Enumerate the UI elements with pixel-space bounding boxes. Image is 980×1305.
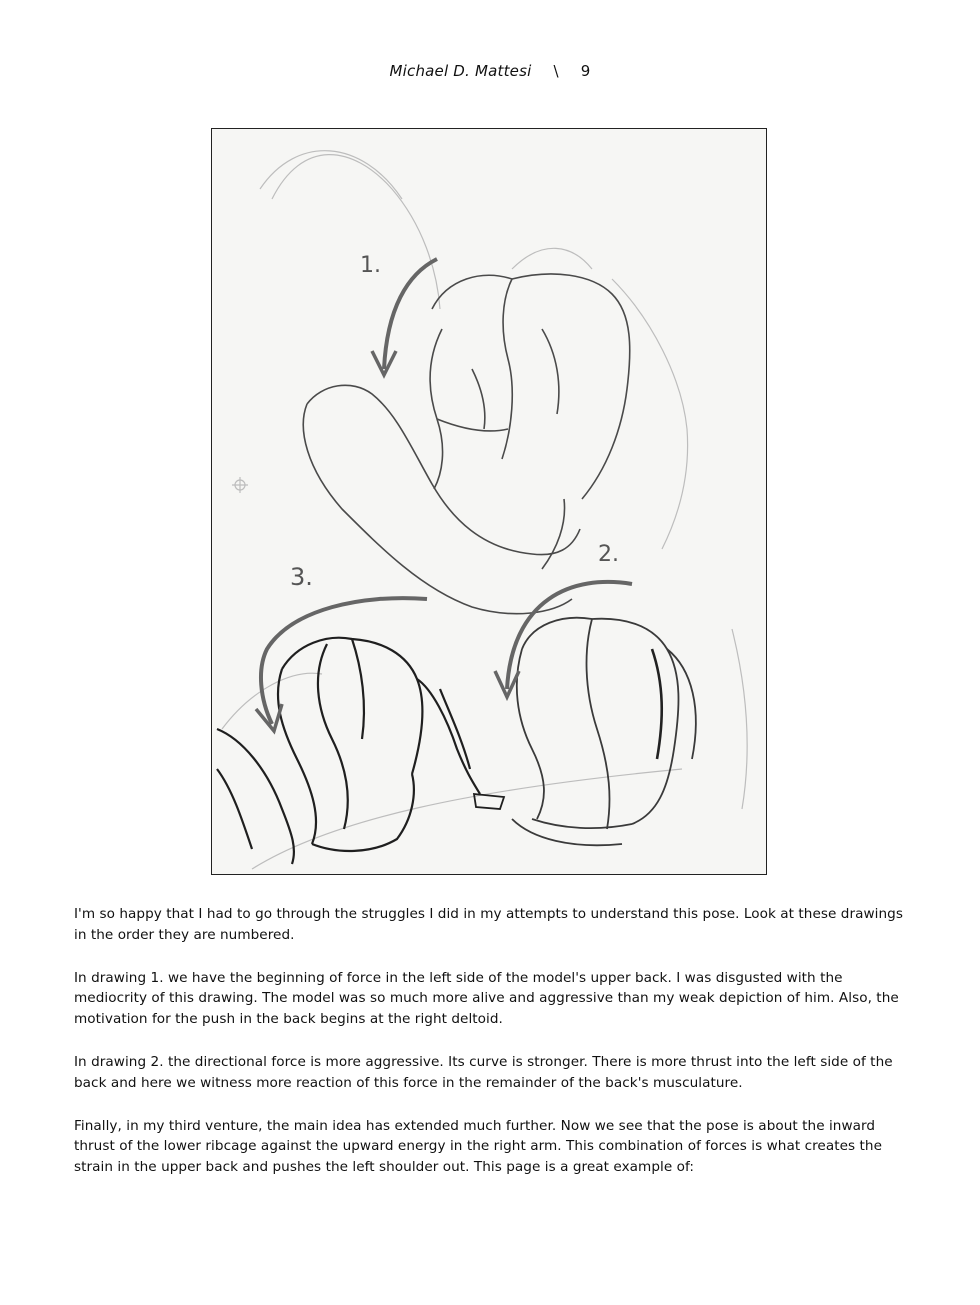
paragraph-3: In drawing 2. the directional force is more aggressive. Its curve is stronger. There is more thrust into the left side of the back and here we witness more reaction of this force in the remainder of the back's musculature.: [74, 1053, 893, 1091]
paragraph-1: I'm so happy that I had to go through the struggles I did in my attempts to understand this pose. Look at these drawings in the order they are numbered.: [74, 906, 903, 943]
drawing-label-1: 1.: [360, 253, 381, 278]
paragraph-4: Finally, in my third venture, the main idea has extended much further. Now we see that the pose is about the inward thrust of the lower ribcage against the upward energy in the right arm. This combination of forces is what creates the strain in the upper back and pushes the left shoulder out. This page is a great example of:: [74, 1117, 882, 1176]
force-arrow-1: [372, 259, 437, 375]
header-separator: \: [553, 62, 559, 80]
force-arrow-2: [495, 582, 632, 697]
page-number: 9: [580, 62, 591, 80]
faint-guide-strokes: [222, 151, 747, 869]
author-name: Michael D. Mattesi: [389, 62, 532, 80]
drawing-1-strokes: [303, 274, 629, 614]
page-header: [0, 62, 980, 80]
paragraph-2: In drawing 1. we have the beginning of force in the left side of the model's upper back. I was disgusted with the mediocrity of this drawing. The model was so much more alive and aggressive than my weak depiction of him. Also, the motivation for the push in the back begins at the right deltoid.: [74, 969, 899, 1028]
sketch-illustration: [212, 129, 765, 873]
drawing-2-strokes: [512, 618, 696, 846]
drawing-label-3: 3.: [290, 563, 313, 591]
gesture-drawing-figure: [211, 128, 767, 875]
force-arrow-3: [256, 598, 427, 731]
drawing-label-2: 2.: [598, 542, 619, 567]
body-text: [74, 904, 908, 1200]
